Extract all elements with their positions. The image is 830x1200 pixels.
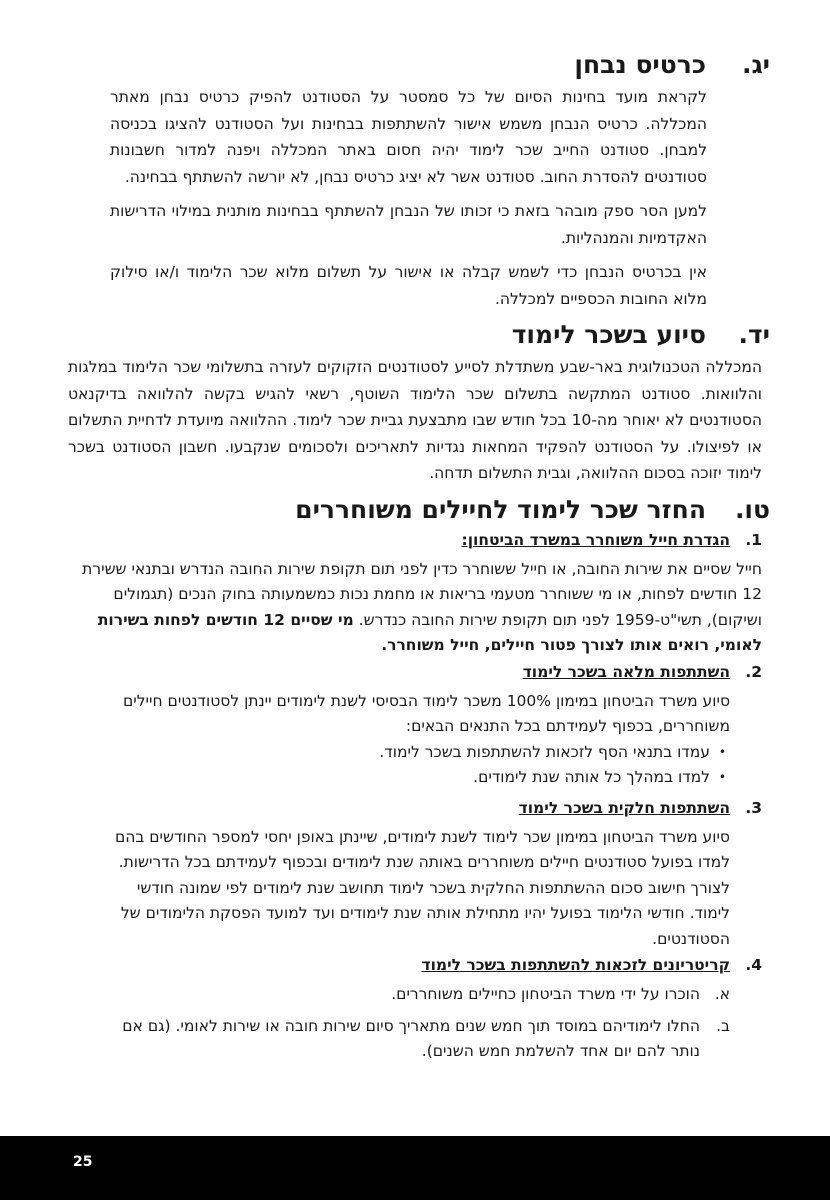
list-item (100, 982, 730, 1008)
paragraph: המכללה הטכנולוגית באר-שבע משתדלת לסייע לסטודנטים הזקוקים לעזרה בתשלומי שכר הלימוד במלגות והלוואות. סטודנט המתקשה בתשלום שכר הלימוד השוטף, רשאי להגיש בקשה להלוואה בדיקנאט הסטודנטים לא יאוחר מה-10 בכל חודש שבו מתבצעת גביית שכר לימוד. ההלוואה מיועדת לדחיית התשלום או לפיצולו. על הסטודנט להפקיד המחאות נגדיות לתאריכים ולסכומים שנקבעו. חשבון הסטודנט בשכר לימוד יזוכה בסכום ההלוואה, וגבית התשלום תדחה. (68, 358, 762, 482)
list-item (100, 1014, 730, 1065)
list-item: • למדו במהלך כל אותה שנת לימודים. (0, 765, 730, 791)
paragraph: למען הסר ספק מובהר בזאת כי זכותו של הנבחן להשתתף בבחינות מותנית במילוי הדרישות האקדמיות והמנהליות. (110, 202, 707, 247)
subsection-text: סיוע משרד הביטחון במימון שכר לימוד לשנת לימודים, שיינתן באופן יחסי למספר החודשים בהם למדו בפועל סטודנטים חיילים משוחררים באותה שנת לימודים ובכפוף לעמידתם בכל הדרישות. (114, 827, 730, 871)
list-item-label: ב. (716, 1016, 730, 1035)
section-heading-tuition-aid (0, 320, 770, 354)
section-title: כרטיס נבחן (574, 50, 706, 79)
list-item-text: הוכרו על ידי משרד הביטחון כחיילים משוחררים. (391, 985, 700, 1003)
subsection-heading (0, 663, 830, 689)
subsection-text: סיוע משרד הביטחון במימון 100% משכר לימוד הבסיסי לשנת לימודים יינתן לסטודנטים חיילים משוחררים, בכפוף לעמידתם בכל התנאים הבאים: (122, 691, 730, 735)
page-footer (0, 1136, 830, 1200)
subsection-title: הגדרת חייל משוחרר במשרד הביטחון: (461, 530, 730, 549)
subsection-heading (0, 531, 830, 557)
paragraph: לקראת מועד בחינות הסיום של כל סמסטר על הסטודנט להפיק כרטיס נבחן מאתר המכללה. כרטיס הנבחן משמש אישור להשתתפות בבחינות ועל הסטודנט להציגו בכניסה למבחן. סטודנט החייב שכר לימוד יהיה חסום באתר המכללה ויפנה למדור חשבונות סטודנטים להסדרת החוב. סטודנט אשר לא יציג כרטיס נבחן, לא יורשה להשתתף בבחינה. (110, 88, 707, 186)
section-heading-soldier-refund (0, 495, 770, 529)
subsection-number: 3. (745, 798, 762, 817)
subsection-text: לצורך חישוב סכום ההשתתפות החלקית בשכר לימוד תחושב שנת לימודים לפי שמונה חודשי לימוד. חודשי הלימוד בפועל יהיו מתחילת אותה שנת לימודים ועד למועד הפסקת הלימודים של הסטודנטים. (120, 878, 730, 948)
section-title: סיוע בשכר לימוד (511, 320, 706, 349)
subsection-title: השתתפות מלאה בשכר לימוד (522, 662, 730, 681)
subsection-number: 4. (745, 956, 762, 974)
list-item-text: החלו לימודיהם במוסד תוך חמש שנים מתאריך סיום שירות חובה או שירות לאומי. (גם אם נותר להם יום אחד להשלמת חמש השנים). (122, 1016, 700, 1060)
subsection-title: השתתפות חלקית בשכר לימוד (518, 798, 730, 817)
list-item: • עמדו בתנאי הסף לזכאות להשתתפות בשכר לימוד. (0, 740, 730, 766)
subsection-text (68, 557, 762, 659)
section-number: יד. (738, 320, 770, 349)
section-title: החזר שכר לימוד לחיילים משוחררים (295, 494, 706, 524)
subsection-heading (0, 799, 830, 825)
paragraph: אין בכרטיס הנבחן כדי לשמש קבלה או אישור על תשלום מלוא שכר הלימוד ו/או סילוק מלוא החובות הכספיים למכללה. (110, 263, 707, 308)
subsection-number: 1. (745, 530, 762, 549)
bullet-list (0, 740, 730, 791)
page-number: 25 (73, 1154, 93, 1170)
definition-text: חייל שסיים את שירות החובה, או חייל ששוחרר כדין לפני תום תקופת שירות החובה הנדרש ובתנאי ששירת 12 חודשים לפחות, או מי ששוחרר מטעמי בריאות או מחמת נכות כמשמעותה בחוק הנכים (תגמולים ושיקום), תשי"ט-1959 לפני תום תקופת שירות החובה כנדרש. (82, 559, 762, 629)
section-heading-exam-card (0, 50, 770, 84)
subsection-number: 2. (745, 662, 762, 681)
section-number: טו. (734, 494, 770, 524)
subsection-heading (0, 956, 830, 982)
subsection-title: קריטריונים לזכאות להשתתפות בשכר לימוד (421, 956, 730, 974)
page-content (0, 50, 830, 1071)
definition-bold-text: מי שסיים 12 חודשים לפחות בשירות לאומי, רואים אותו לצורך פטור חיילים, חייל משוחרר. (97, 610, 762, 654)
list-item-label: א. (714, 985, 730, 1003)
section-number: יג. (741, 50, 770, 79)
